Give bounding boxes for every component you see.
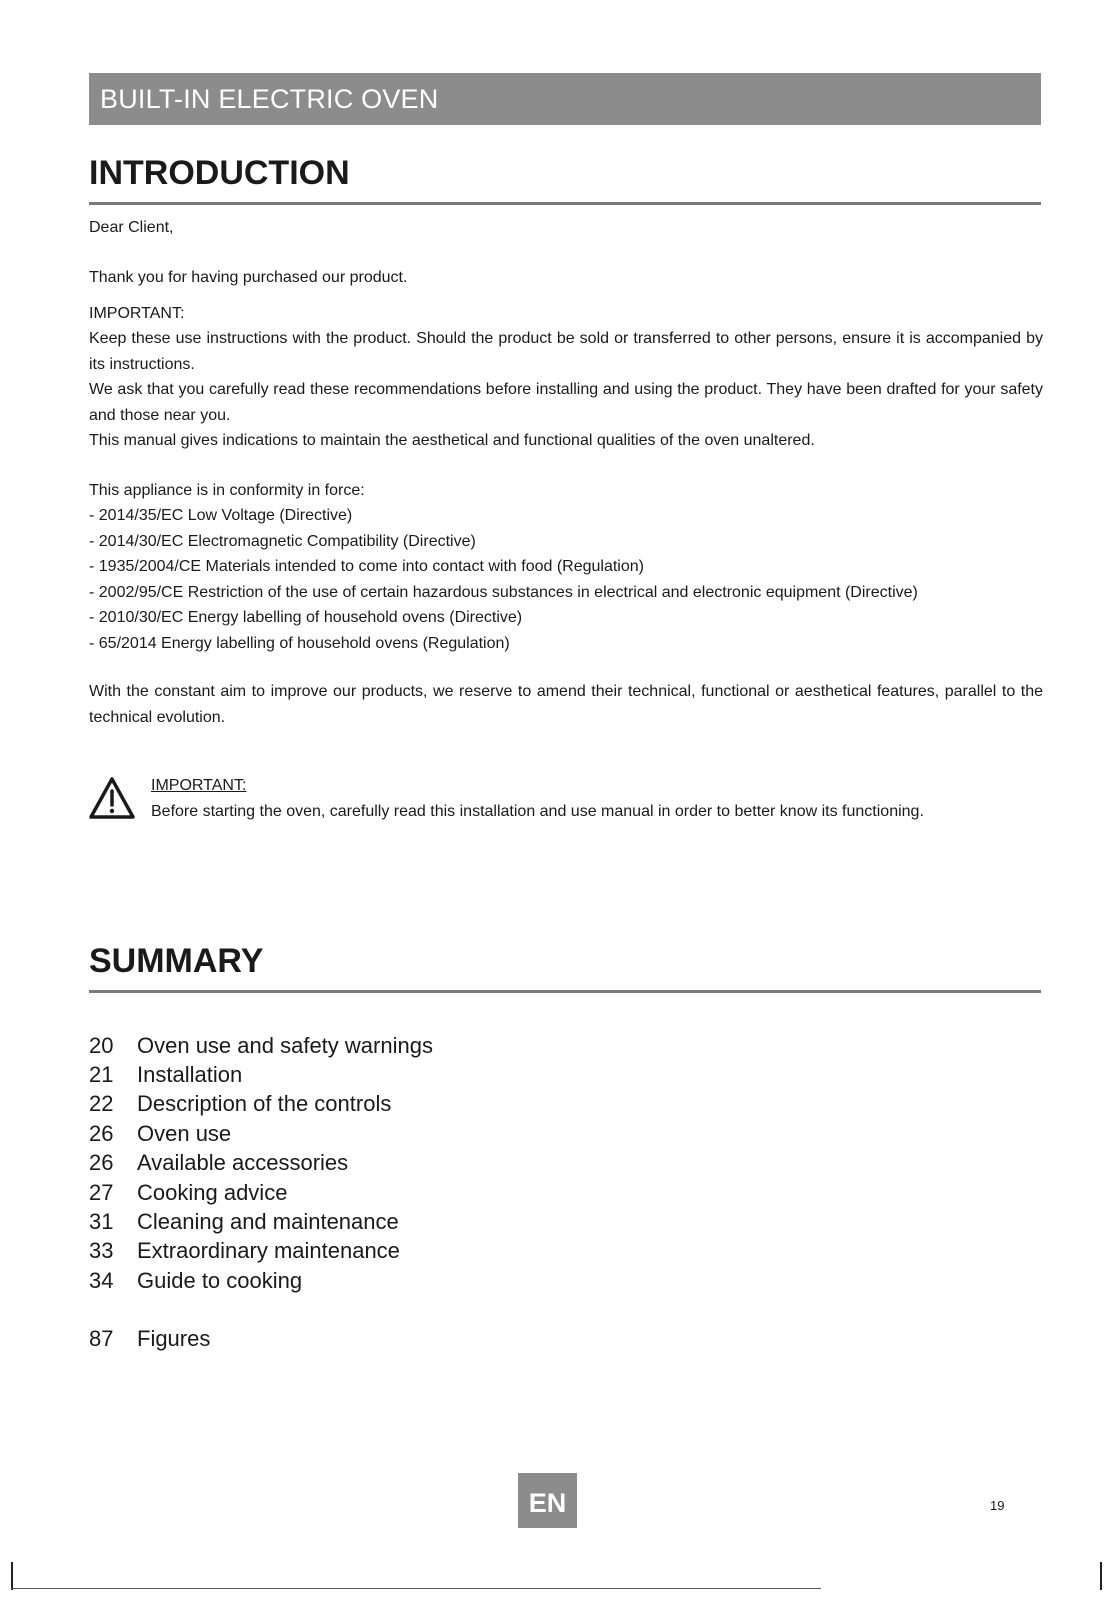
- summary-item-title: Cleaning and maintenance: [137, 1209, 399, 1235]
- warning-triangle-icon: [89, 776, 135, 820]
- summary-item-title: Cooking advice: [137, 1179, 288, 1205]
- summary-item[interactable]: [89, 1060, 689, 1089]
- warning-text: Before starting the oven, carefully read this installation and use manual in order to better know its functioning.: [151, 803, 924, 820]
- summary-item-title: Description of the controls: [137, 1091, 392, 1117]
- summary-page-number: 27: [89, 1179, 114, 1205]
- summary-page-number: 20: [89, 1032, 114, 1058]
- summary-item-title: Installation: [137, 1062, 243, 1088]
- conformity-item: - 2014/30/EC Electromagnetic Compatibility (Directive): [89, 532, 476, 550]
- conformity-list: [89, 503, 1043, 657]
- crop-mark-left: [11, 1562, 13, 1590]
- summary-page-number: 26: [89, 1150, 114, 1176]
- summary-page-number: 33: [89, 1238, 114, 1264]
- important-label: IMPORTANT:: [89, 305, 185, 322]
- crop-mark-right: [1100, 1562, 1102, 1590]
- summary-item-title: Figures: [137, 1326, 211, 1352]
- bottom-trim-line: [11, 1588, 821, 1589]
- summary-page-number: 31: [89, 1209, 114, 1235]
- paragraph-improvement: With the constant aim to improve our products, we reserve to amend their technical, functional or aesthetical features, parallel to the technical evolution.: [89, 683, 1043, 726]
- summary-item-title: Available accessories: [137, 1150, 349, 1176]
- document-banner: BUILT-IN ELECTRIC OVEN: [89, 73, 1041, 125]
- conformity-item: - 65/2014 Energy labelling of household ovens (Regulation): [89, 634, 510, 652]
- summary-page-number: 22: [89, 1091, 114, 1117]
- summary-item-title: Oven use and safety warnings: [137, 1032, 433, 1058]
- summary-page-number: 26: [89, 1120, 114, 1146]
- summary-title: SUMMARY: [89, 938, 1041, 993]
- paragraph-manual-indications: This manual gives indications to maintain the aesthetical and functional qualities of the oven unaltered.: [89, 432, 815, 449]
- summary-item-title: Extraordinary maintenance: [137, 1238, 400, 1264]
- summary-page-number: 21: [89, 1062, 114, 1088]
- summary-page-number: 34: [89, 1267, 114, 1293]
- summary-item-title: Oven use: [137, 1120, 232, 1146]
- conformity-item: - 2002/95/CE Restriction of the use of certain hazardous substances in electrical and electronic equipment (Directive): [89, 583, 918, 601]
- conformity-item: - 2010/30/EC Energy labelling of household ovens (Directive): [89, 609, 523, 627]
- summary-spacer: [89, 1296, 689, 1325]
- conformity-item: - 2014/35/EC Low Voltage (Directive): [89, 507, 353, 524]
- conformity-intro: This appliance is in conformity in force:: [89, 482, 365, 499]
- summary-page-number: 87: [89, 1326, 114, 1352]
- warning-heading: IMPORTANT:: [151, 777, 247, 794]
- summary-item[interactable]: [89, 1178, 689, 1207]
- summary-item[interactable]: [89, 1090, 689, 1119]
- page-number: 19: [990, 1498, 1005, 1513]
- summary-list: [89, 1031, 689, 1354]
- greeting: Dear Client,: [89, 219, 174, 236]
- summary-item[interactable]: [89, 1207, 689, 1236]
- important-warning: [151, 773, 1041, 825]
- language-badge: EN: [518, 1473, 577, 1528]
- summary-item[interactable]: [89, 1031, 689, 1060]
- summary-item-title: Guide to cooking: [137, 1267, 303, 1293]
- thanks-line: Thank you for having purchased our product.: [89, 269, 408, 286]
- summary-item[interactable]: [89, 1119, 689, 1148]
- summary-item[interactable]: [89, 1237, 689, 1266]
- summary-item[interactable]: [89, 1266, 689, 1295]
- paragraph-keep-instructions: Keep these use instructions with the product. Should the product be sold or transferred to other persons, ensure it is accompanied by its instructions.: [89, 330, 1043, 373]
- summary-item-figures[interactable]: [89, 1325, 689, 1354]
- summary-item[interactable]: [89, 1149, 689, 1178]
- conformity-item: - 1935/2004/CE Materials intended to come into contact with food (Regulation): [89, 558, 644, 576]
- paragraph-read-recommendations: We ask that you carefully read these recommendations before installing and using the product. They have been drafted for your safety and those near you.: [89, 381, 1043, 424]
- introduction-title: INTRODUCTION: [89, 150, 1041, 205]
